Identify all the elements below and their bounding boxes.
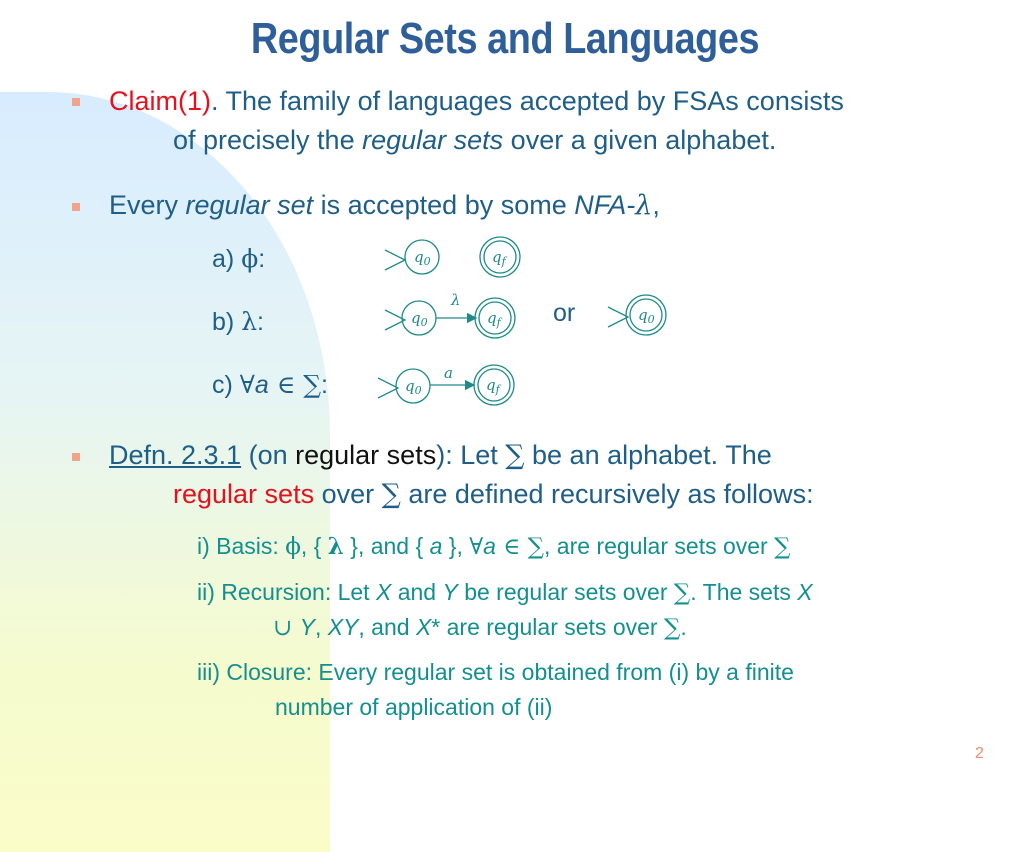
every-lambda: λ bbox=[635, 190, 653, 221]
item-ii-sigma: ∑ bbox=[673, 580, 691, 606]
item-i-a2: a bbox=[483, 533, 496, 559]
case-a-label: a) bbox=[212, 245, 242, 273]
bullet-defn bbox=[72, 453, 80, 461]
defn-line-1 bbox=[109, 440, 772, 471]
item-ii-x: X bbox=[375, 579, 392, 605]
item-i-sigma: ∑ bbox=[527, 534, 544, 560]
item-ii-y2: Y bbox=[299, 614, 315, 640]
item-ii-c2: , and bbox=[358, 614, 416, 640]
item-ii-sigma-2: ∑ bbox=[663, 615, 681, 641]
item-ii-t6: . bbox=[680, 614, 687, 640]
item-ii-line-2 bbox=[273, 614, 687, 641]
item-ii-t5: * are regular sets over bbox=[431, 614, 664, 640]
defn-regular-sets: regular sets bbox=[295, 440, 437, 470]
item-ii-t4: . The sets bbox=[690, 579, 798, 605]
defn-link[interactable]: Defn. 2.3.1 bbox=[109, 440, 242, 470]
sigma-symbol: ∑ bbox=[303, 370, 322, 399]
forall-symbol: ∀ bbox=[239, 370, 255, 399]
item-ii-line-1 bbox=[197, 579, 813, 606]
item-i-phi: ϕ bbox=[285, 534, 301, 560]
item-ii-t1: ii) Recursion: Let bbox=[197, 579, 376, 605]
item-i-t3: }, and { bbox=[343, 533, 430, 559]
defn-regular-sets-red: regular sets bbox=[173, 479, 315, 509]
item-i-a: a bbox=[429, 533, 443, 559]
start-arrow-a bbox=[385, 250, 405, 270]
item-ii-union: ∪ bbox=[273, 615, 300, 641]
lambda-symbol: λ bbox=[241, 307, 258, 336]
phi-symbol: ϕ bbox=[241, 244, 259, 273]
every-pre: Every bbox=[109, 190, 186, 220]
case-c-var: a bbox=[254, 371, 269, 399]
label-qf-b: $q_f$ bbox=[487, 309, 501, 329]
item-ii-t2: and bbox=[391, 579, 443, 605]
label-q0-b: $q_0$ bbox=[411, 309, 428, 329]
defn-open: (on bbox=[241, 440, 296, 470]
label-qf-c: $q_f$ bbox=[486, 376, 500, 396]
case-b-label: b) bbox=[212, 308, 242, 336]
claim-label: Claim(1) bbox=[109, 86, 212, 116]
defn-let: ): Let bbox=[436, 440, 506, 470]
item-i-t5: , are regular sets over bbox=[544, 533, 775, 559]
label-q0-a: $q_0$ bbox=[414, 248, 431, 268]
defn-line-2 bbox=[173, 479, 814, 510]
label-qf-a: $q_f$ bbox=[492, 248, 506, 268]
item-i-elem: ∈ bbox=[495, 534, 528, 560]
case-c-colon: : bbox=[321, 371, 328, 399]
defn-line-2-end: are defined recursively as follows: bbox=[400, 479, 814, 509]
item-i-forall: ∀ bbox=[469, 534, 484, 560]
label-q0-or: $q_0$ bbox=[638, 306, 655, 326]
or-label: or bbox=[553, 299, 576, 327]
item-i-lambda: λ bbox=[327, 533, 344, 560]
case-a-colon: : bbox=[258, 245, 266, 273]
item-i-sigma-2: ∑ bbox=[774, 534, 791, 560]
defn-over: over bbox=[314, 479, 382, 509]
defn-after: be an alphabet. The bbox=[524, 440, 772, 470]
claim-line-2-text: of precisely the bbox=[173, 125, 363, 155]
case-b-colon: : bbox=[257, 308, 264, 336]
start-arrow-or bbox=[608, 307, 628, 327]
item-iii-line-2: number of application of (ii) bbox=[275, 694, 553, 720]
every-comma: , bbox=[652, 190, 660, 220]
item-iii-line-1: iii) Closure: Every regular set is obtained from (i) by a finite bbox=[197, 659, 794, 685]
item-ii-y: Y bbox=[442, 579, 458, 605]
label-a-edge: a bbox=[444, 364, 453, 382]
label-lambda-edge: λ bbox=[451, 291, 461, 309]
element-of-symbol: ∈ bbox=[268, 370, 304, 399]
claim-text: . The family of languages accepted by FSAs consists bbox=[211, 86, 844, 116]
item-i-t2: , { bbox=[300, 533, 328, 559]
item-ii-t3: be regular sets over bbox=[457, 579, 674, 605]
item-ii-c1: , bbox=[314, 614, 328, 640]
slide-title: Regular Sets and Languages bbox=[250, 14, 760, 63]
label-q0-c: $q_0$ bbox=[405, 377, 422, 397]
item-i bbox=[197, 533, 791, 560]
case-c-label: c) bbox=[212, 371, 240, 399]
every-nfa: NFA- bbox=[574, 190, 636, 220]
defn-sigma: ∑ bbox=[505, 440, 525, 471]
start-arrow-c bbox=[378, 378, 398, 398]
page-number: 2 bbox=[975, 745, 984, 762]
item-i-t4: }, bbox=[442, 533, 470, 559]
every-regular-set: regular set bbox=[185, 190, 314, 220]
item-i-basis: i) Basis: bbox=[197, 533, 286, 559]
defn-sigma-2: ∑ bbox=[381, 479, 401, 510]
item-ii-x3: X bbox=[415, 614, 432, 640]
item-ii-x2: X bbox=[797, 579, 813, 605]
every-mid: is accepted by some bbox=[313, 190, 575, 220]
claim-line-2-end: over a given alphabet. bbox=[503, 125, 777, 155]
item-ii-xy: XY bbox=[327, 614, 359, 640]
claim-regular-sets: regular sets bbox=[362, 125, 504, 155]
